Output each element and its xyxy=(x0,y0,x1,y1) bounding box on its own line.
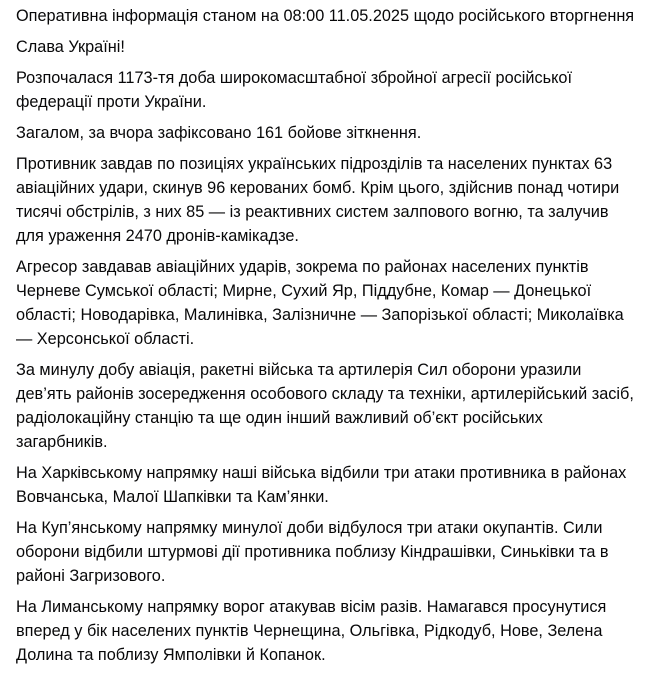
text-line: Вовчанська, Малої Шапківки та Кам’янки. xyxy=(16,488,329,506)
paragraph-greeting xyxy=(16,35,656,59)
text-line: дев’ять районів зосередження особового складу та техніки, артилерійський засіб, xyxy=(16,385,634,403)
text-line: За минулу добу авіація, ракетні війська та артилерія Сил оборони уразили xyxy=(16,361,582,379)
text-line: загарбників. xyxy=(16,433,108,451)
paragraph-headline xyxy=(16,4,656,28)
paragraph-lyman-direction xyxy=(16,595,656,667)
text-line: Розпочалася 1173-тя доба широкомасштабної збройної агресії російської xyxy=(16,69,572,87)
post-body xyxy=(16,4,656,674)
text-line: Агресор завдавав авіаційних ударів, зокрема по районах населених пунктів xyxy=(16,258,589,276)
text-line: На Харківському напрямку наші війська відбили три атаки противника в районах xyxy=(16,464,627,482)
text-line: Слава Україні! xyxy=(16,38,125,56)
text-line: На Лиманському напрямку ворог атакував вісім разів. Намагався просунутися xyxy=(16,598,607,616)
text-line: авіаційних удари, скинув 96 керованих бомб. Крім цього, здійснив понад чотири xyxy=(16,179,620,197)
text-line: Долина та поблизу Ямполівки й Копанок. xyxy=(16,646,326,664)
paragraph-defense-results xyxy=(16,358,656,454)
text-line: На Куп’янському напрямку минулої доби відбулося три атаки окупантів. Сили xyxy=(16,519,603,537)
paragraph-enemy-strikes xyxy=(16,152,656,248)
text-line: тисячі обстрілів, з них 85 — із реактивних систем залпового вогню, та залучив xyxy=(16,203,609,221)
text-line: Противник завдав по позиціях українських підрозділів та населених пунктах 63 xyxy=(16,155,613,173)
text-line: для ураження 2470 дронів-камікадзе. xyxy=(16,227,299,245)
text-line: — Херсонської області. xyxy=(16,330,195,348)
text-line: Оперативна інформація станом на 08:00 11.05.2025 щодо російського вторгнення xyxy=(16,7,635,25)
text-line: області; Новодарівка, Малинівка, Залізничне — Запорізької області; Миколаївка xyxy=(16,306,624,324)
paragraph-kupiansk-direction xyxy=(16,516,656,588)
paragraph-clashes-total xyxy=(16,121,656,145)
paragraph-kharkiv-direction xyxy=(16,461,656,509)
text-line: оборони відбили штурмові дії противника поблизу Кіндрашівки, Синьківки та в xyxy=(16,543,609,561)
text-line: федерації проти України. xyxy=(16,93,207,111)
paragraph-day-count xyxy=(16,66,656,114)
text-line: Загалом, за вчора зафіксовано 161 бойове зіткнення. xyxy=(16,124,422,142)
text-line: радіолокаційну станцію та ще один інший важливий об’єкт російських xyxy=(16,409,543,427)
text-line: Черневе Сумської області; Мирне, Сухий Яр, Піддубне, Комар — Донецької xyxy=(16,282,592,300)
paragraph-air-strikes xyxy=(16,255,656,351)
text-line: вперед у бік населених пунктів Чернещина, Ольгівка, Рідкодуб, Нове, Зелена xyxy=(16,622,603,640)
text-line: районі Загризового. xyxy=(16,567,166,585)
